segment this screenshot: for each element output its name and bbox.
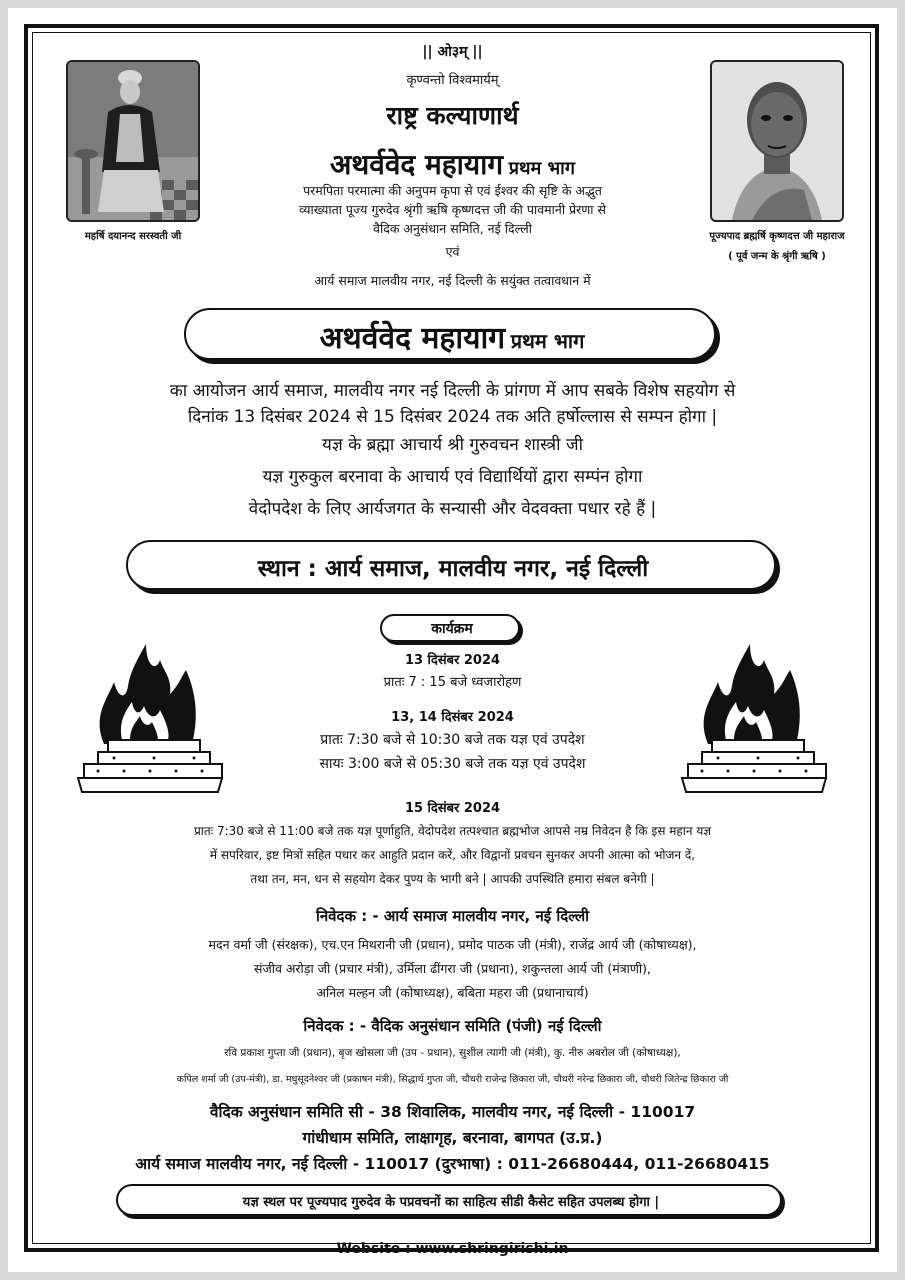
body-line: का आयोजन आर्य समाज, मालवीय नगर नई दिल्ली के प्रांगण में आप सबके विशेष सहयोग से (169, 381, 736, 401)
day3-line: में सपरिवार, इष्ट मित्रों सहित पधार कर आहुति प्रदान करें, और विद्वानों प्रवचन सुनकर अपनी आत्मा को भोजन दें, (209, 848, 696, 862)
intro-line: एवं (445, 244, 460, 259)
day2-date: 13, 14 दिसंबर 2024 (391, 710, 514, 725)
day3-line: तथा तन, मन, धन से सहयोग देकर पुण्य के भागी बने | आपकी उपस्थिति हमारा संबल बनेगी | (250, 872, 655, 886)
havan-kund-icon (74, 636, 226, 796)
address-line: वैदिक अनुसंधान समिति सी - 38 शिवालिक, मालवीय नगर, नई दिल्ली - 110017 (209, 1103, 696, 1121)
nivedak-arya-samaj-heading: निवेदक : - आर्य समाज मालवीय नगर, नई दिल्ली (315, 907, 590, 925)
address-line: आर्य समाज मालवीय नगर, नई दिल्ली - 110017 (दुरभाषा) : 011-26680444, 011-26680415 (135, 1155, 770, 1173)
footer-note-box (116, 1184, 782, 1216)
header-title-sub: प्रथम भाग (508, 158, 575, 179)
day1-schedule: प्रातः 7 : 15 बजे ध्वजारोहण (383, 675, 522, 690)
banner-title-main: अथर्ववेद महायाग (319, 321, 506, 356)
nivedak-member-line: संजीव अरोड़ा जी (प्रचार मंत्री), उर्मिला ढींगरा जी (प्रधाना), शकुन्तला आर्य जी (मंत्राणी), (254, 961, 651, 976)
intro-line: वैदिक अनुसंधान समिति, नई दिल्ली (373, 221, 532, 236)
nivedak-member-line: अनिल मल्हन जी (कोषाध्यक्ष), बबिता महरा जी (प्रधानाचार्य) (316, 985, 589, 1000)
caption-dayanand: महर्षि दयानन्द सरस्वती जी (84, 231, 182, 242)
havan-kund-icon (678, 636, 830, 796)
nivedak-member-line: मदन वर्मा जी (संरक्षक), एच.एन मिथरानी जी (प्रधान), प्रमोद पाठक जी (मंत्री), राजेंद्र आर्य जी (कोषाध्यक्ष), (208, 937, 697, 952)
website-link[interactable]: Website : www.shringirishi.in (336, 1241, 569, 1257)
portrait-illustration (68, 62, 198, 220)
venue-text: स्थान : आर्य समाज, मालवीय नगर, नई दिल्ली (257, 556, 649, 582)
nivedak-vaidik-samiti-heading: निवेदक : - वैदिक अनुसंधान समिति (पंजी) नई दिल्ली (303, 1017, 602, 1035)
sanskrit-motto: कृण्वन्तो विश्वमार्यम् (406, 73, 499, 88)
program-heading-box (380, 614, 520, 642)
photo-dayanand (66, 60, 200, 222)
body-line: वेदोपदेश के लिए आर्यजगत के सन्यासी और वेदवक्ता पधार रहे हैं | (248, 499, 657, 519)
footer-note: यज्ञ स्थल पर पूज्यपाद गुरुदेव के पप्रवचनों का साहित्य सीडी कैसेट सहित उपलब्ध होगा | (242, 1195, 660, 1210)
nivedak-member-line: कपिल शर्मा जी (उप-मंत्री), डा. मधुसूदनेश्वर जी (प्रकाषन मंत्री), सिद्धार्थ गुप्ता जी, चौधरी राजेन्द्र छिकारा जी, चौधरी नरेन्द्र छिकारा जी, चौधरी जितेन्द्र छिकारा जी (176, 1074, 729, 1085)
portrait-illustration (712, 62, 842, 220)
body-line: यज्ञ गुरुकुल बरनावा के आचार्य एवं विद्यार्थियों द्वारा सम्पंन होगा (262, 467, 643, 487)
day2-morning: प्रातः 7:30 बजे से 10:30 बजे तक यज्ञ एवं उपदेश (320, 732, 585, 748)
header-title-main: अथर्ववेद महायाग (330, 148, 504, 181)
day3-line: प्रातः 7:30 बजे से 11:00 बजे तक यज्ञ पूर्णाहुति, वेदोपदेश तत्पश्चात ब्रह्मभोज आपसे नम्र निवेदन है कि इस महान यज्ञ (193, 824, 712, 838)
venue-banner (126, 540, 776, 590)
intro-line: आर्य समाज मालवीय नगर, नई दिल्ली के सयुंक्त तत्वावधान में (314, 273, 591, 288)
address-line: गांधीधाम समिति, लाक्षागृह, बरनावा, बागपत (उ.प्र.) (302, 1129, 603, 1147)
program-heading: कार्यक्रम (431, 621, 473, 637)
day2-evening: सायः 3:00 बजे से 05:30 बजे तक यज्ञ एवं उपदेश (319, 756, 586, 772)
nivedak-member-line: रवि प्रकाश गुप्ता जी (प्रधान), बृज खोसला जी (उप - प्रधान), सुशील त्यागी जी (मंत्री), कु. नीरु अबरोल जी (कोषाध्यक्ष), (224, 1047, 681, 1059)
caption-shringi-rishi: ( पूर्व जन्म के श्रृंगी ऋषि ) (728, 251, 826, 262)
rashtra-kalyanarth-heading: राष्ट्र कल्याणार्थ (386, 101, 519, 130)
body-line: यज्ञ के ब्रह्मा आचार्य श्री गुरुवचन शास्त्री जी (321, 435, 584, 455)
title-banner (184, 308, 716, 360)
caption-krishnadatt: पूज्यपाद ब्रह्मर्षि कृष्णदत्त जी महाराज (709, 231, 845, 242)
body-line: दिनांक 13 दिसंबर 2024 से 15 दिसंबर 2024 तक अति हर्षोल्लास से सम्पन होगा | (187, 407, 718, 427)
day1-date: 13 दिसंबर 2024 (404, 653, 501, 668)
photo-krishnadatt (710, 60, 844, 222)
day3-date: 15 दिसंबर 2024 (404, 801, 501, 816)
intro-line: परमपिता परमात्मा की अनुपम कृपा से एवं ईश्वर की सृष्टि के अद्भुत (303, 183, 602, 198)
om-heading: || ओ३म् || (422, 44, 483, 60)
banner-title-sub: प्रथम भाग (510, 329, 585, 353)
intro-line: व्याख्याता पूज्य गुरुदेव श्रृंगी ऋषि कृष्णदत्त जी की पावमानी प्रेरणा से (299, 202, 606, 217)
